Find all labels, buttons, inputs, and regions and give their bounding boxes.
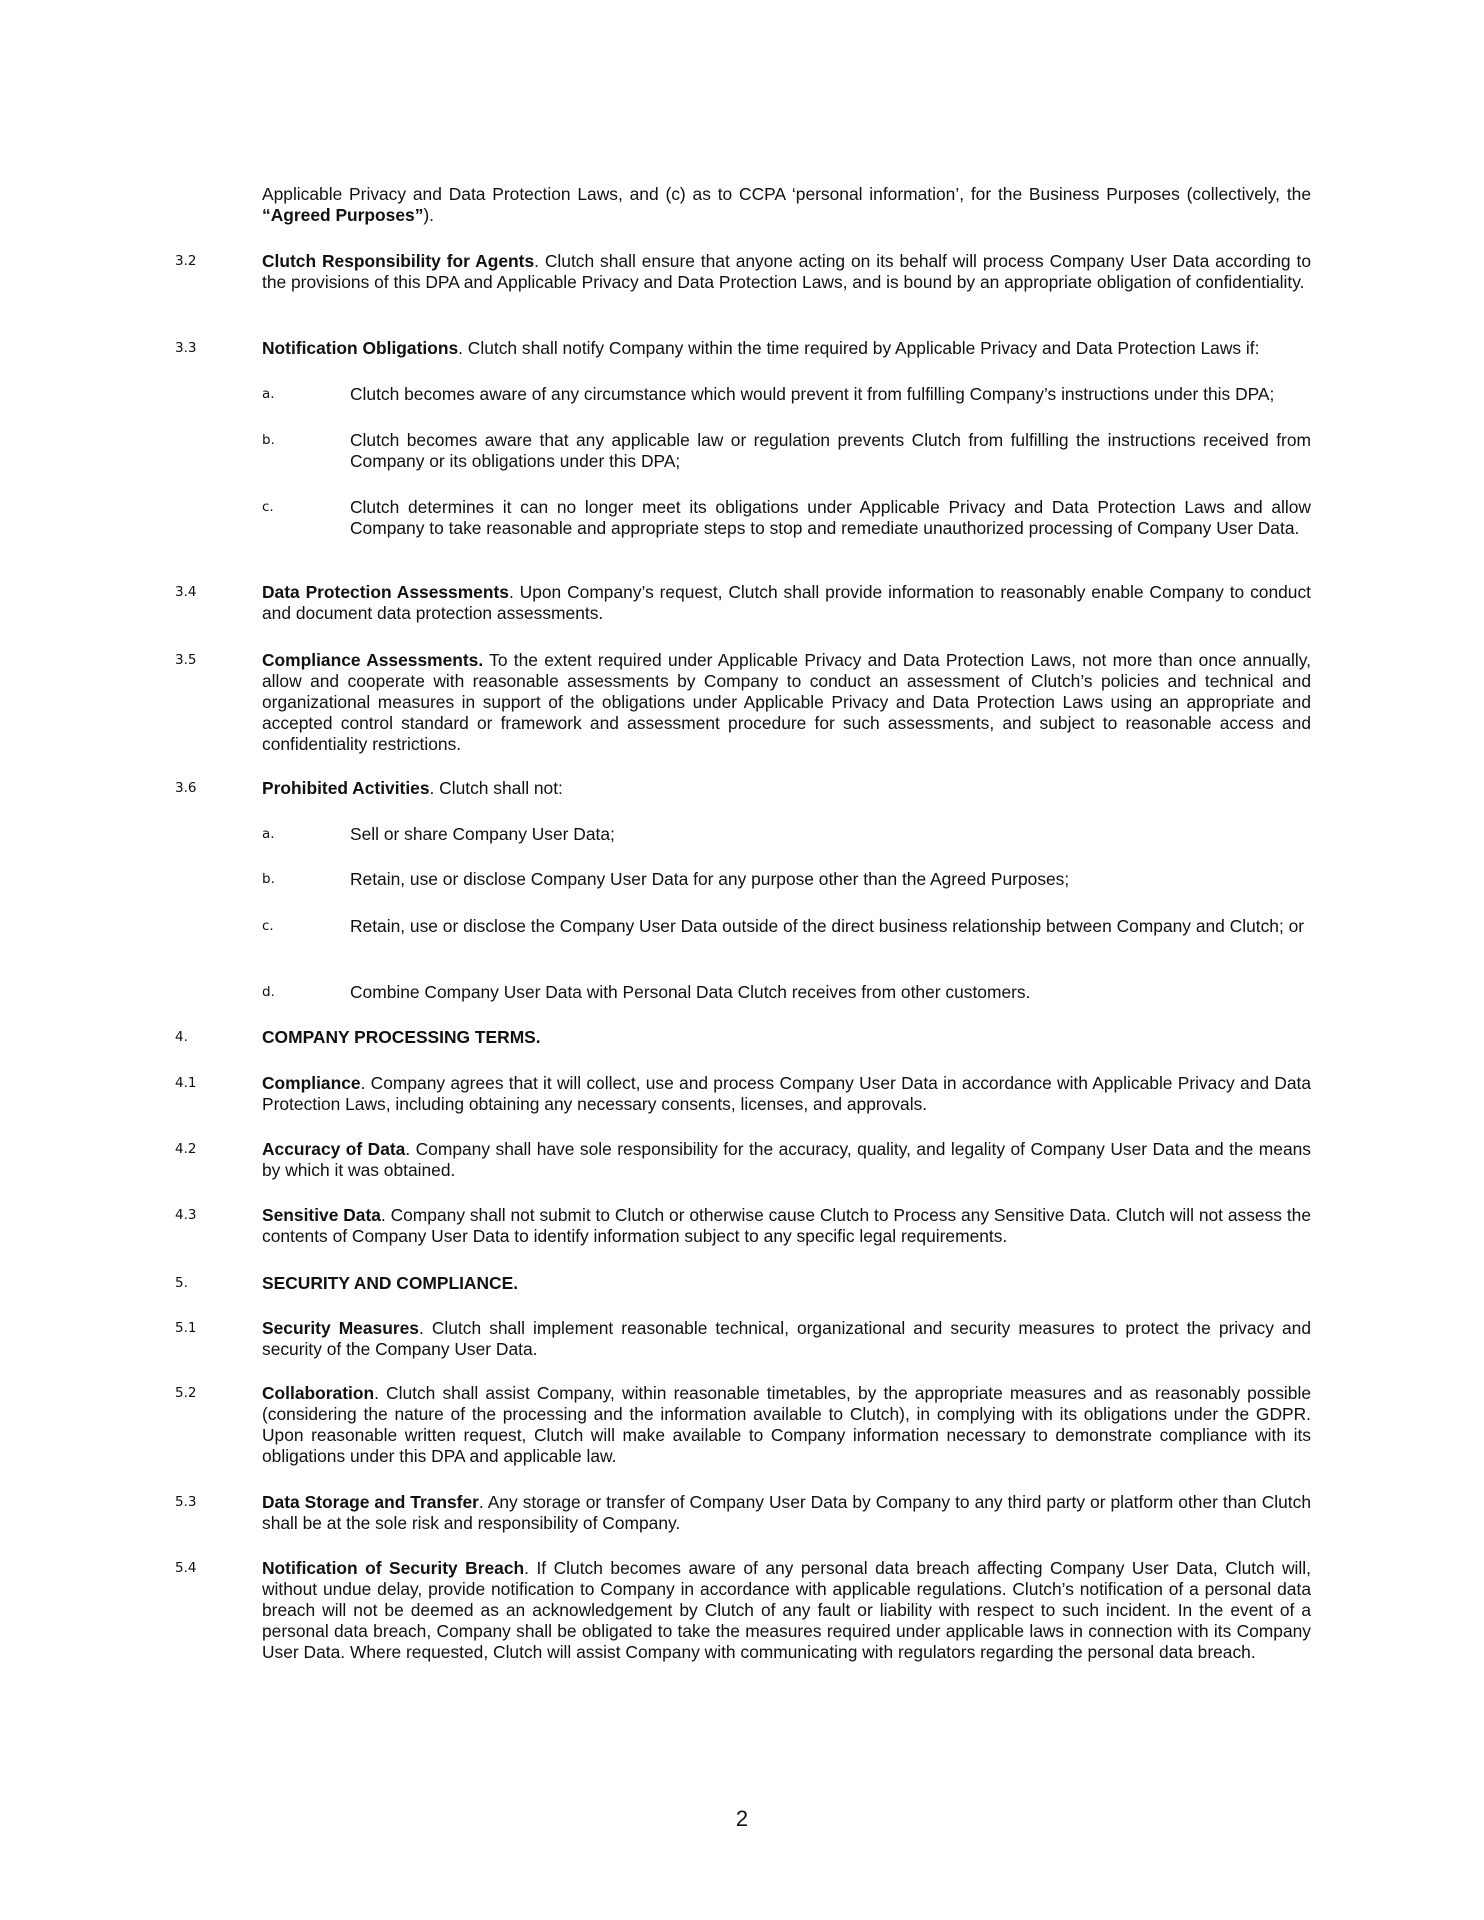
section-number: 4.1 <box>175 1075 197 1091</box>
section-number: 4.3 <box>175 1207 197 1223</box>
section-3-5 <box>262 650 1311 755</box>
list-label: a. <box>262 386 275 402</box>
list-label: c. <box>262 499 274 515</box>
section-5-4 <box>262 1558 1311 1663</box>
section-5-1 <box>262 1318 1311 1360</box>
section-text: . Clutch shall not: <box>429 778 563 798</box>
list-label: b. <box>262 432 275 448</box>
list-label: b. <box>262 871 275 887</box>
section-text: . Clutch shall assist Company, within reasonable timetables, by the appropriate measures and as reasonably possible (considering the nature of the processing and the information available to Clutch), in complying with its obligations under the GDPR. Upon reasonable written request, Clutch will make available to Company information necessary to demonstrate compliance with its obligations under this DPA and applicable law. <box>262 1383 1311 1466</box>
section-text: . Company shall not submit to Clutch or otherwise cause Clutch to Process any Sensitive Data. Clutch will not assess the contents of Company User Data to identify information subject to any specific legal requirements. <box>262 1205 1312 1246</box>
section-number: 3.3 <box>175 340 197 356</box>
section-5-3 <box>262 1492 1311 1534</box>
section-3-3 <box>262 338 1311 359</box>
section-title: Collaboration <box>262 1383 375 1403</box>
list-label: a. <box>262 826 275 842</box>
section-4-3 <box>262 1205 1311 1247</box>
section-text: . Company shall have sole responsibility for the accuracy, quality, and legality of Company User Data and the means by which it was obtained. <box>262 1139 1311 1180</box>
section-number: 4. <box>175 1029 188 1045</box>
section-5-heading <box>262 1273 1311 1294</box>
list-item: Retain, use or disclose Company User Data for any purpose other than the Agreed Purposes; <box>350 869 1070 889</box>
section-4-2 <box>262 1139 1311 1181</box>
section-text: . Clutch shall notify Company within the time required by Applicable Privacy and Data Protection Laws if: <box>458 338 1260 358</box>
section-number: 5.4 <box>175 1560 197 1576</box>
list-item: Clutch becomes aware that any applicable law or regulation prevents Clutch from fulfilling the instructions received from Company or its obligations under this DPA; <box>350 430 1311 471</box>
list-item: Combine Company User Data with Personal Data Clutch receives from other customers. <box>350 982 1031 1002</box>
list-item: Sell or share Company User Data; <box>350 824 615 844</box>
page-number: 2 <box>735 1806 749 1831</box>
section-5-2 <box>262 1383 1311 1467</box>
defined-term: “Agreed Purposes” <box>262 205 424 225</box>
section-title: Notification Obligations <box>262 338 459 358</box>
section-number: 5. <box>175 1275 188 1291</box>
section-number: 3.6 <box>175 780 197 796</box>
section-3-2 <box>262 251 1311 293</box>
section-title: Sensitive Data <box>262 1205 381 1225</box>
section-number: 5.2 <box>175 1385 197 1401</box>
section-number: 3.5 <box>175 652 197 668</box>
section-text: To the extent required under Applicable Privacy and Data Protection Laws, not more than once annually, allow and cooperate with reasonable assessments by Company to conduct an assessment of Clutch’s policies and technical and organizational measures in support of the obligations under Applicable Privacy and Data Protection Laws using an appropriate and accepted control standard or framework and assessment procedure for such assessments, and subject to reasonable access and confidentiality restrictions. <box>262 650 1311 754</box>
list-item: Clutch becomes aware of any circumstance which would prevent it from fulfilling Company’s instructions under this DPA; <box>350 384 1275 404</box>
section-heading: COMPANY PROCESSING TERMS. <box>262 1027 541 1047</box>
section-title: Compliance Assessments. <box>262 650 484 670</box>
section-3-4 <box>262 582 1311 624</box>
intro-text: Applicable Privacy and Data Protection Laws, and (c) as to CCPA ‘personal information’, for the Business Purposes (collectively, the <box>262 184 1311 204</box>
list-label: d. <box>262 984 275 1000</box>
section-title: Data Storage and Transfer <box>262 1492 479 1512</box>
section-4-heading <box>262 1027 1311 1048</box>
section-text: . If Clutch becomes aware of any personal data breach affecting Company User Data, Clutch will, without undue delay, provide notification to Company in accordance with applicable regulations. Clutch’s notification of a personal data breach will not be deemed as an acknowledgement by Clutch of any fault or liability with respect to such incident. In the event of a personal data breach, Company shall be obligated to take the measures required under applicable laws in connection with its Company User Data. Where requested, Clutch will assist Company with communicating with regulators regarding the personal data breach. <box>262 1558 1311 1662</box>
section-title: Security Measures <box>262 1318 419 1338</box>
list-item: Retain, use or disclose the Company User Data outside of the direct business relationship between Company and Clutch; or <box>350 916 1305 936</box>
list-label: c. <box>262 918 274 934</box>
section-number: 5.1 <box>175 1320 197 1336</box>
section-3-6 <box>262 778 1311 799</box>
section-heading: SECURITY AND COMPLIANCE. <box>262 1273 519 1293</box>
section-title: Compliance <box>262 1073 361 1093</box>
section-text: . Clutch shall ensure that anyone acting on its behalf will process Company User Data according to the provisions of this DPA and Applicable Privacy and Data Protection Laws, and is bound by an appropriate obligation of confidentiality. <box>262 251 1311 292</box>
section-text: . Company agrees that it will collect, use and process Company User Data in accordance with Applicable Privacy and Data Protection Laws, including obtaining any necessary consents, licenses, and approvals. <box>262 1073 1311 1114</box>
intro-tail: ). <box>423 205 435 225</box>
section-title: Clutch Responsibility for Agents <box>262 251 535 271</box>
section-title: Accuracy of Data <box>262 1139 406 1159</box>
section-number: 5.3 <box>175 1494 197 1510</box>
intro-paragraph <box>262 184 1311 226</box>
section-4-1 <box>262 1073 1311 1115</box>
section-number: 3.4 <box>175 584 197 600</box>
section-number: 3.2 <box>175 253 197 269</box>
section-title: Notification of Security Breach <box>262 1558 525 1578</box>
section-text: . Any storage or transfer of Company User Data by Company to any third party or platform other than Clutch shall be at the sole risk and responsibility of Company. <box>262 1492 1312 1533</box>
section-title: Prohibited Activities <box>262 778 430 798</box>
section-text: . Upon Company’s request, Clutch shall provide information to reasonably enable Company to conduct and document data protection assessments. <box>262 582 1311 623</box>
section-text: . Clutch shall implement reasonable technical, organizational and security measures to protect the privacy and security of the Company User Data. <box>262 1318 1311 1359</box>
list-item: Clutch determines it can no longer meet its obligations under Applicable Privacy and Data Protection Laws and allow Company to take reasonable and appropriate steps to stop and remediate unauthorized processing of Company User Data. <box>350 497 1311 538</box>
section-title: Data Protection Assessments <box>262 582 509 602</box>
section-number: 4.2 <box>175 1141 197 1157</box>
